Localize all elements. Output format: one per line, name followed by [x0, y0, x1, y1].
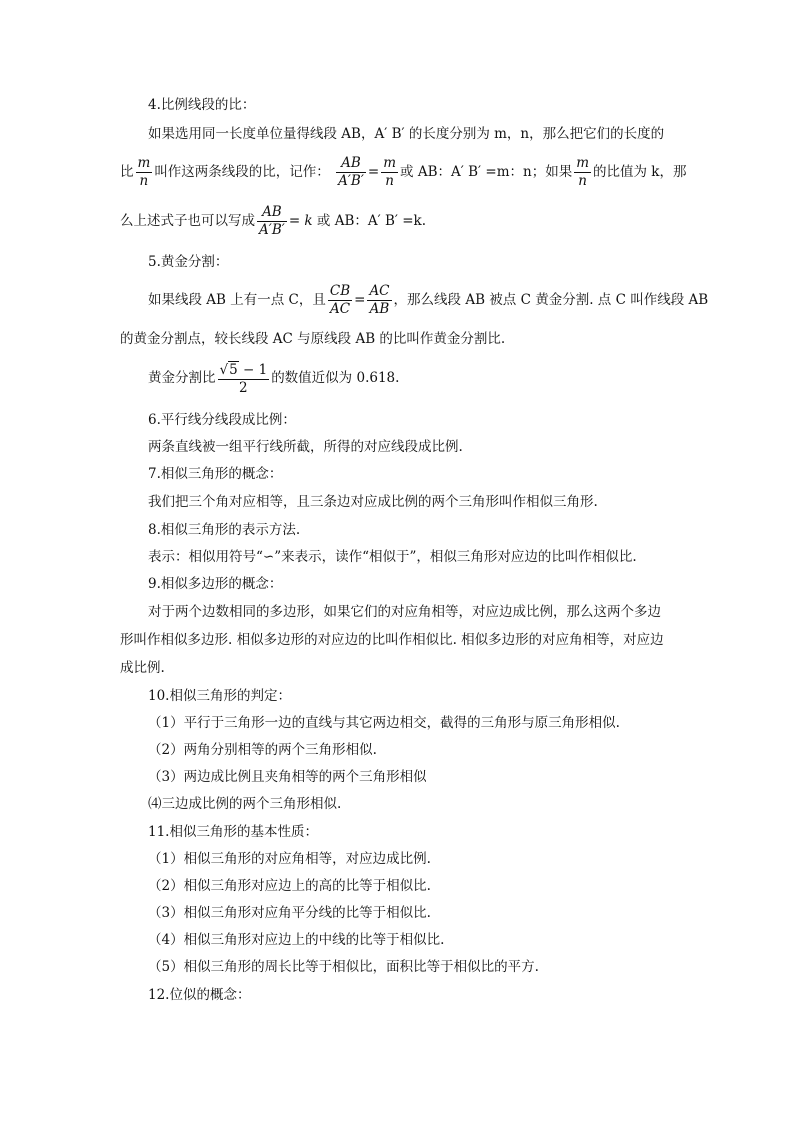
section-4-paragraph-line-1: 如果选用同一长度单位量得线段 AB，A′ B′ 的长度分别为 m，n，那么把它们的长度的 — [148, 126, 665, 142]
section-11-item: （2）相似三角形对应边上的高的比等于相似比. — [148, 878, 431, 894]
section-9-line-2: 形叫作相似多边形. 相似多边形的对应边的比叫作相似比. 相似多边形的对应角相等，对应边 — [120, 632, 664, 648]
section-4-paragraph-line-2 — [120, 153, 687, 191]
text-segment: 或 AB：A′ B′ =k. — [316, 213, 427, 229]
text-segment: 么上述式子也可以写成 — [120, 213, 255, 229]
section-11-heading: 11.相似三角形的基本性质： — [148, 824, 318, 840]
section-10-item: （1）平行于三角形一边的直线与其它两边相交，截得的三角形与原三角形相似. — [148, 715, 620, 731]
section-11-item: （1）相似三角形的对应角相等，对应边成比例. — [148, 851, 431, 867]
equals-sign: = — [354, 292, 366, 308]
section-5-paragraph-line-3 — [148, 356, 399, 400]
section-10-item: ⑷三边成比例的两个三角形相似. — [148, 796, 342, 812]
fraction-ab-over-a-prime-b-prime: $\frac{AB}{A'B'}$ — [338, 155, 364, 189]
section-8-text: 表示：相似用符号“∽”来表示，读作“相似于”，相似三角形对应边的比叫作相似比. — [148, 549, 637, 565]
text-segment: ，那么线段 AB 被点 C 黄金分割. 点 C 叫作线段 AB — [393, 292, 709, 308]
section-7-heading: 7.相似三角形的概念： — [148, 466, 283, 482]
equals-k: = k — [288, 213, 313, 229]
text-segment: 或 AB：A′ B′ =m：n；如果 — [400, 164, 573, 180]
fraction-golden-ratio: $\frac{√5 - 1}{2}$ — [219, 361, 268, 396]
section-5-paragraph-line-2: 的黄金分割点，较长线段 AC 与原线段 AB 的比叫作黄金分割比. — [120, 331, 506, 347]
section-6-text: 两条直线被一组平行线所截，所得的对应线段成比例. — [148, 439, 463, 455]
fraction-cb-over-ac: $\frac{CB}{AC}$ — [329, 283, 351, 317]
text-segment: 黄金分割比 — [148, 370, 216, 386]
section-4-heading: 4.比例线段的比： — [148, 97, 256, 113]
section-10-heading: 10.相似三角形的判定： — [148, 688, 291, 704]
section-9-line-1: 对于两个边数相同的多边形，如果它们的对应角相等，对应边成比例，那么这两个多边 — [148, 604, 661, 620]
section-4-paragraph-line-3 — [120, 201, 426, 241]
text-segment: 叫作这两条线段的比，记作： — [154, 164, 330, 180]
sqrt-radicand: 5 — [229, 361, 238, 378]
section-9-line-3: 成比例. — [120, 660, 165, 676]
section-9-heading: 9.相似多边形的概念： — [148, 576, 283, 592]
equals-sign: = — [367, 164, 380, 180]
fraction-ab-over-a-prime-b-prime: $\frac{AB}{A'B'}$ — [259, 204, 285, 238]
section-7-text: 我们把三个角对应相等，且三条边对应成比例的两个三角形叫作相似三角形. — [148, 494, 598, 510]
section-5-paragraph-line-1 — [148, 280, 708, 320]
section-6-heading: 6.平行线分线段成比例： — [148, 412, 296, 428]
section-10-item: （2）两角分别相等的两个三角形相似. — [148, 742, 377, 758]
fraction-m-over-n: $\frac{m}{n}$ — [576, 155, 590, 189]
fraction-ac-over-ab: $\frac{AC}{AB}$ — [369, 283, 390, 317]
section-10-item: （3）两边成比例且夹角相等的两个三角形相似 — [148, 769, 427, 785]
section-5-heading: 5.黄金分割： — [148, 254, 229, 270]
fraction-m-over-n: $\frac{m}{n}$ — [137, 155, 151, 189]
text-segment: 如果线段 AB 上有一点 C，且 — [148, 292, 326, 308]
text-segment: 比 — [120, 164, 134, 180]
fraction-m-over-n: $\frac{m}{n}$ — [383, 155, 397, 189]
text-segment: 的比值为 k，那 — [593, 164, 687, 180]
section-12-heading: 12.位似的概念： — [148, 987, 251, 1003]
section-8-heading: 8.相似三角形的表示方法. — [148, 522, 301, 538]
section-11-item: （4）相似三角形对应边上的中线的比等于相似比. — [148, 932, 445, 948]
section-11-item: （3）相似三角形对应角平分线的比等于相似比. — [148, 905, 431, 921]
section-11-item: （5）相似三角形的周长比等于相似比，面积比等于相似比的平方. — [148, 959, 539, 975]
text-segment: 的数值近似为 0.618. — [271, 370, 400, 386]
